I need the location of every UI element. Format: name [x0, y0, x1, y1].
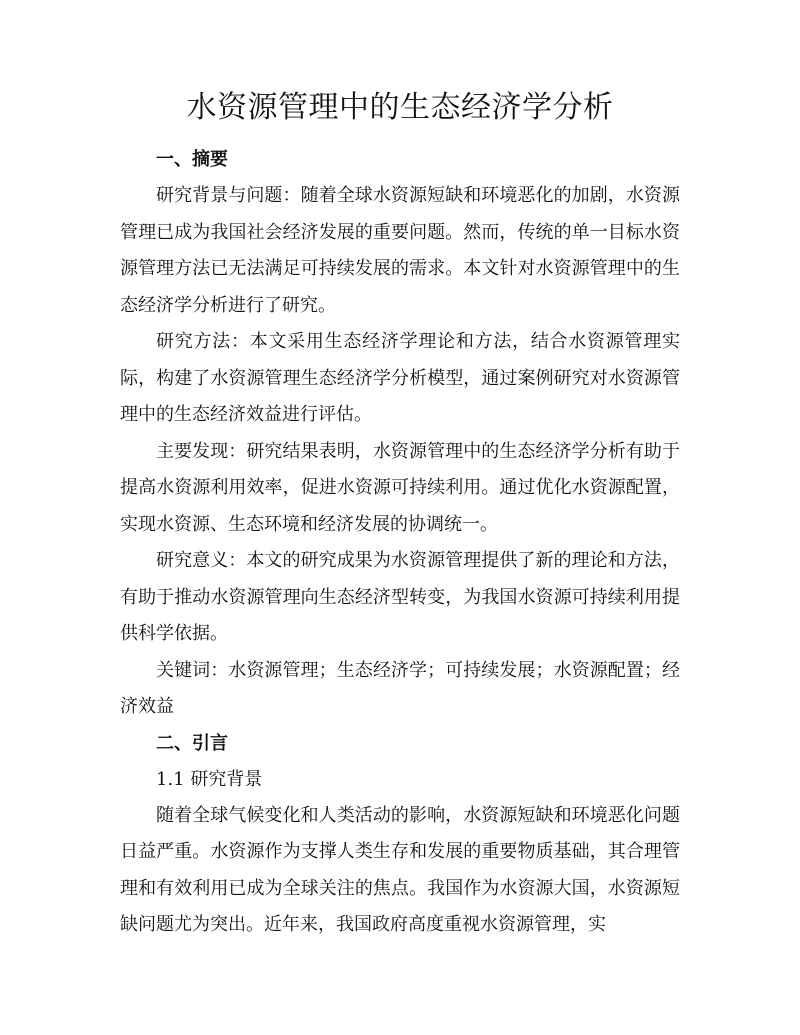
research-background-subheading: 1.1 研究背景 [156, 768, 263, 790]
abstract-findings-paragraph: 主要发现：研究结果表明，水资源管理中的生态经济学分析有助于提高水资源利用效率，促进水资源可持续利用。通过优化水资源配置，实现水资源、生态环境和经济发展的协调统一。 [120, 440, 680, 535]
abstract-significance-paragraph: 研究意义：本文的研究成果为水资源管理提供了新的理论和方法，有助于推动水资源管理向生态经济型转变，为我国水资源可持续利用提供科学依据。 [120, 550, 680, 644]
research-background-paragraph: 随着全球气候变化和人类活动的影响，水资源短缺和环境恶化问题日益严重。水资源作为支撑人类生存和发展的重要物质基础，其合理管理和有效利用已成为全球关注的焦点。我国作为水资源大国，水资源短缺问题尤为突出。近年来，我国政府高度重视水资源管理，实 [120, 804, 680, 935]
abstract-section [120, 142, 680, 726]
document-title: 水资源管理中的生态经济学分析 [186, 90, 614, 125]
abstract-background-paragraph: 研究背景与问题：随着全球水资源短缺和环境恶化的加剧，水资源管理已成为我国社会经济发展的重要问题。然而，传统的单一目标水资源管理方法已无法满足可持续发展的需求。本文针对水资源管理中的生态经济学分析进行了研究。 [120, 185, 680, 316]
keywords-paragraph: 关键词：水资源管理；生态经济学；可持续发展；水资源配置；经济效益 [120, 659, 680, 717]
abstract-heading: 一、摘要 [156, 149, 228, 170]
abstract-methods-paragraph: 研究方法：本文采用生态经济学理论和方法，结合水资源管理实际，构建了水资源管理生态经济学分析模型，通过案例研究对水资源管理中的生态经济效益进行评估。 [120, 331, 680, 425]
introduction-heading: 二、引言 [156, 732, 228, 754]
introduction-section [120, 726, 680, 944]
